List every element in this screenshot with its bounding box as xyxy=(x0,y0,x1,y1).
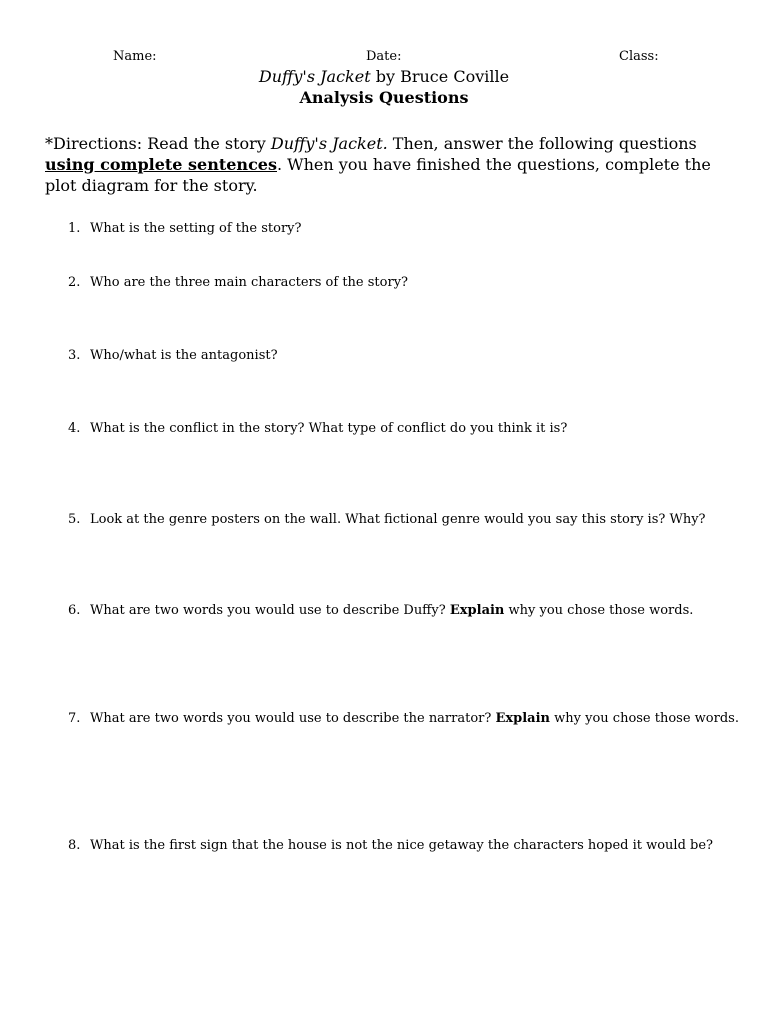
class-label: Class: xyxy=(619,49,659,64)
page-title xyxy=(0,67,768,86)
question-text-a: What are two words you would use to describe Duffy? xyxy=(90,603,450,618)
question-number: 5. xyxy=(68,512,81,527)
question-number: 1. xyxy=(68,221,81,236)
story-title: Duffy's Jacket xyxy=(258,67,371,86)
directions-text-3: . When you have finished the questions, complete the plot diagram for the story. xyxy=(45,155,711,195)
directions-emphasis: using complete sentences xyxy=(45,155,277,174)
question-7 xyxy=(68,711,739,726)
question-number: 8. xyxy=(68,838,81,853)
question-3 xyxy=(68,348,278,363)
directions-paragraph xyxy=(45,133,720,196)
question-text: What is the setting of the story? xyxy=(90,221,302,236)
question-emphasis: Explain xyxy=(495,711,550,726)
question-1 xyxy=(68,221,301,236)
question-text-a: What are two words you would use to describe the narrator? xyxy=(90,711,496,726)
question-8 xyxy=(68,838,713,853)
directions-story-title: Duffy's Jacket. xyxy=(270,134,388,153)
question-text: What is the conflict in the story? What type of conflict do you think it is? xyxy=(90,421,568,436)
question-text-b: why you chose those words. xyxy=(504,603,694,618)
question-text-b: why you chose those words. xyxy=(550,711,739,726)
page-subtitle: Analysis Questions xyxy=(299,88,469,107)
question-number: 4. xyxy=(68,421,81,436)
question-2 xyxy=(68,275,408,290)
question-text: Who are the three main characters of the story? xyxy=(90,275,409,290)
question-emphasis: Explain xyxy=(449,603,505,618)
question-4 xyxy=(68,421,567,436)
date-label: Date: xyxy=(366,49,402,64)
question-number: 6. xyxy=(68,603,81,618)
question-text: Look at the genre posters on the wall. What fictional genre would you say this story is? Why? xyxy=(90,512,706,527)
question-number: 7. xyxy=(68,711,81,726)
question-6 xyxy=(68,603,693,618)
directions-text-2: Then, answer the following questions xyxy=(387,134,697,153)
directions-star: * xyxy=(45,134,53,153)
question-text: What is the first sign that the house is not the nice getaway the characters hoped it would be? xyxy=(90,838,714,853)
question-number: 3. xyxy=(68,348,81,363)
name-label: Name: xyxy=(113,49,157,64)
question-number: 2. xyxy=(68,275,81,290)
question-text: Who/what is the antagonist? xyxy=(90,348,278,363)
directions-text-1: Directions: Read the story xyxy=(53,134,271,153)
question-5 xyxy=(68,512,706,527)
author-byline: by Bruce Coville xyxy=(370,67,510,86)
